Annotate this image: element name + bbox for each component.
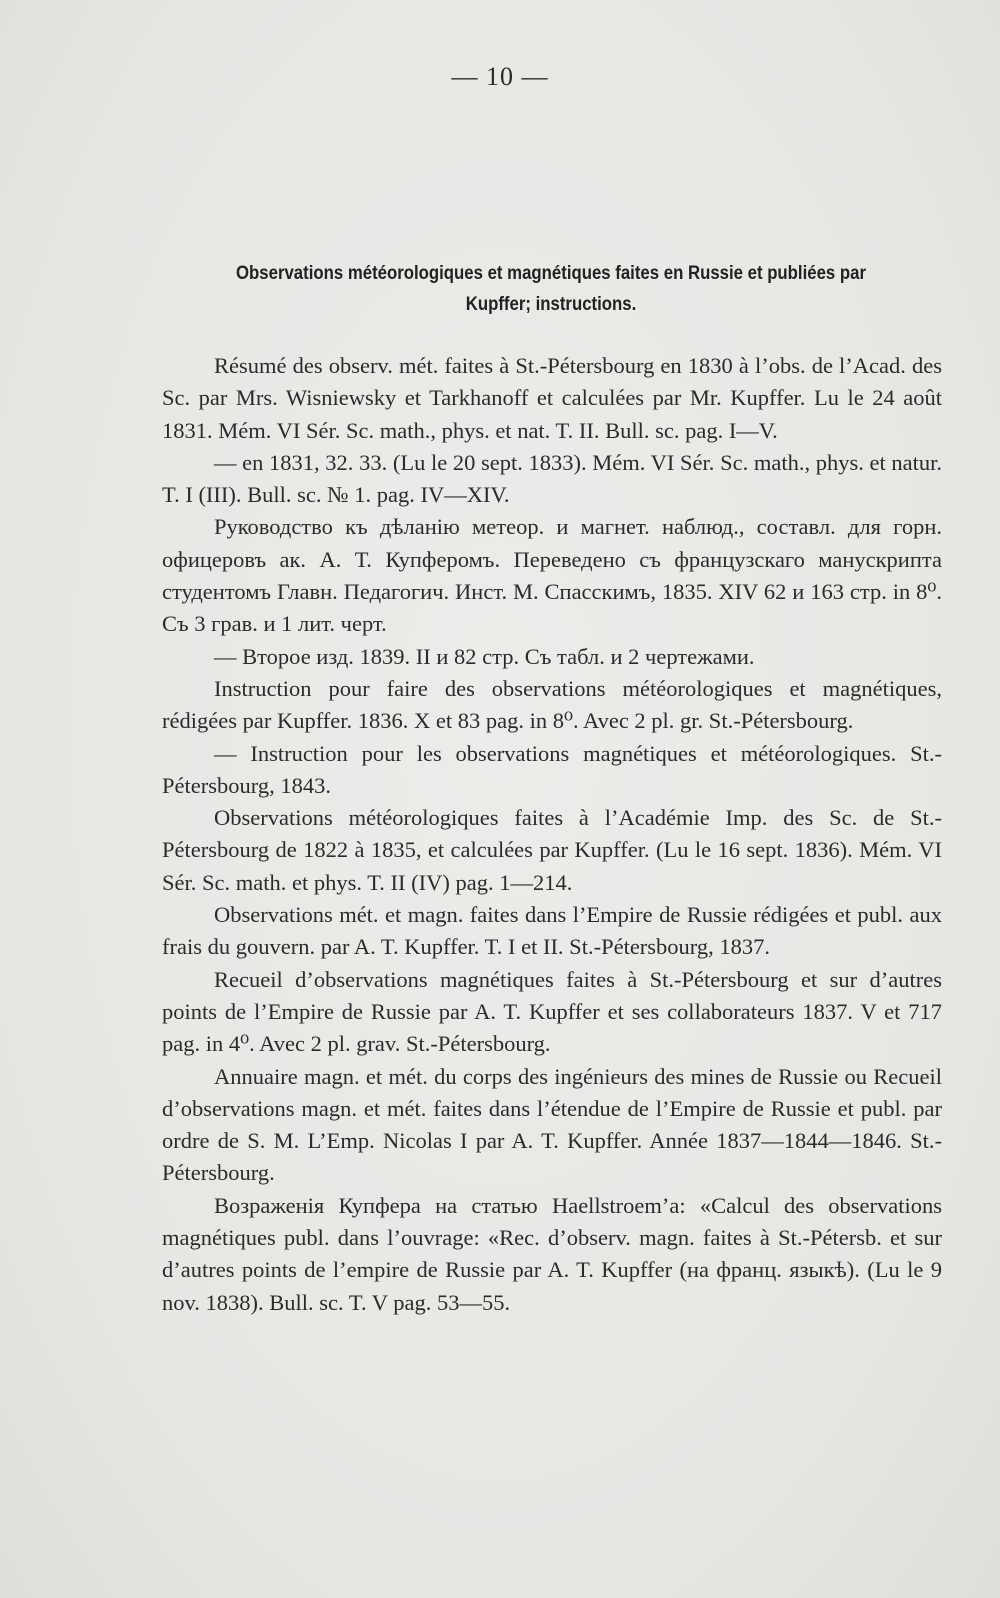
bibliography-entry: Observations météorologiques faites à l’Académie Imp. des Sc. de St.-Pétersbourg de 1822 à 1835, et calculées par Kupffer. (Lu le 16 sept. 1836). Mém. VI Sér. Sc. math. et phys. T. II (IV) pag. 1—214.	[162, 805, 942, 895]
bibliography-entry: Instruction pour faire des observations météorologiques et magnétiques, rédigées par Kupffer. 1836. X et 83 pag. in 8⁰. Avec 2 pl. gr. St.-Pétersbourg.	[162, 675, 942, 734]
bibliography-entry: — en 1831, 32. 33. (Lu le 20 sept. 1833). Mém. VI Sér. Sc. math., phys. et natur. T. I (III). Bull. sc. № 1. pag. IV—XIV.	[162, 449, 942, 508]
bibliography-entry: Résumé des observ. mét. faites à St.-Pétersbourg en 1830 à l’obs. de l’Acad. des Sc. par Mrs. Wisniewsky et Tarkhanoff et calculées par Mr. Kupffer. Lu le 24 août 1831. Mém. VI Sér. Sc. math., phys. et nat. T. II. Bull. sc. pag. I—V.	[162, 353, 942, 443]
bibliography-entry: Recueil d’observations magnétiques faites à St.-Pétersbourg et sur d’autres points de l’Empire de Russie par A. T. Kupffer et ses collaborateurs 1837. V et 717 pag. in 4⁰. Avec 2 pl. grav. St.-Pétersbourg.	[162, 966, 942, 1057]
bibliography-entry: Observations mét. et magn. faites dans l’Empire de Russie rédigées et publ. aux frais du gouvern. par A. T. Kupffer. T. I et II. St.-Pétersbourg, 1837.	[162, 902, 942, 960]
bibliography-entry: Возраженiя Купфера на статью Haellstroem’a: «Calcul des observations magnétiques publ. dans l’ouvrage: «Rec. d’observ. magn. faites à St.-Pétersb. et sur d’autres points de l’empire de Russie par A. T. Kupffer (на франц. языкѣ). (Lu le 9 nov. 1838). Bull. sc. T. V pag. 53—55.	[162, 1192, 942, 1315]
page-number: — 10 —	[451, 62, 549, 91]
bibliography-entry: Руководство къ дѣланiю метеор. и магнет. наблюд., составл. для горн. офицеровъ ак. А. Т. Купферомъ. Переведено съ французскаго манускрипта студентомъ Главн. Педагогич. Инст. М. Спасскимъ, 1835. XIV 62 и 163 стр. in 8⁰. Съ 3 грав. и 1 лит. черт.	[162, 514, 942, 637]
section-heading: Observations météorologiques et magnétiques faites en Russie et publiées par Kupffer; instructions.	[235, 262, 866, 315]
bibliography-entry: — Второе изд. 1839. II и 82 стр. Съ табл. и 2 чертежами.	[214, 643, 755, 669]
bibliography-entry: — Instruction pour les observations magnétiques et météorologiques. St.-Pétersbourg, 1843.	[162, 740, 942, 798]
bibliography-list	[162, 350, 942, 1319]
bibliography-entry: Annuaire magn. et mét. du corps des ingénieurs des mines de Russie ou Recueil d’observations magn. et mét. faites dans l’étendue de l’Empire de Russie et publ. par ordre de S. M. L’Emp. Nicolas I par A. T. Kupffer. Année 1837—1844—1846. St.-Pétersbourg.	[162, 1063, 942, 1186]
